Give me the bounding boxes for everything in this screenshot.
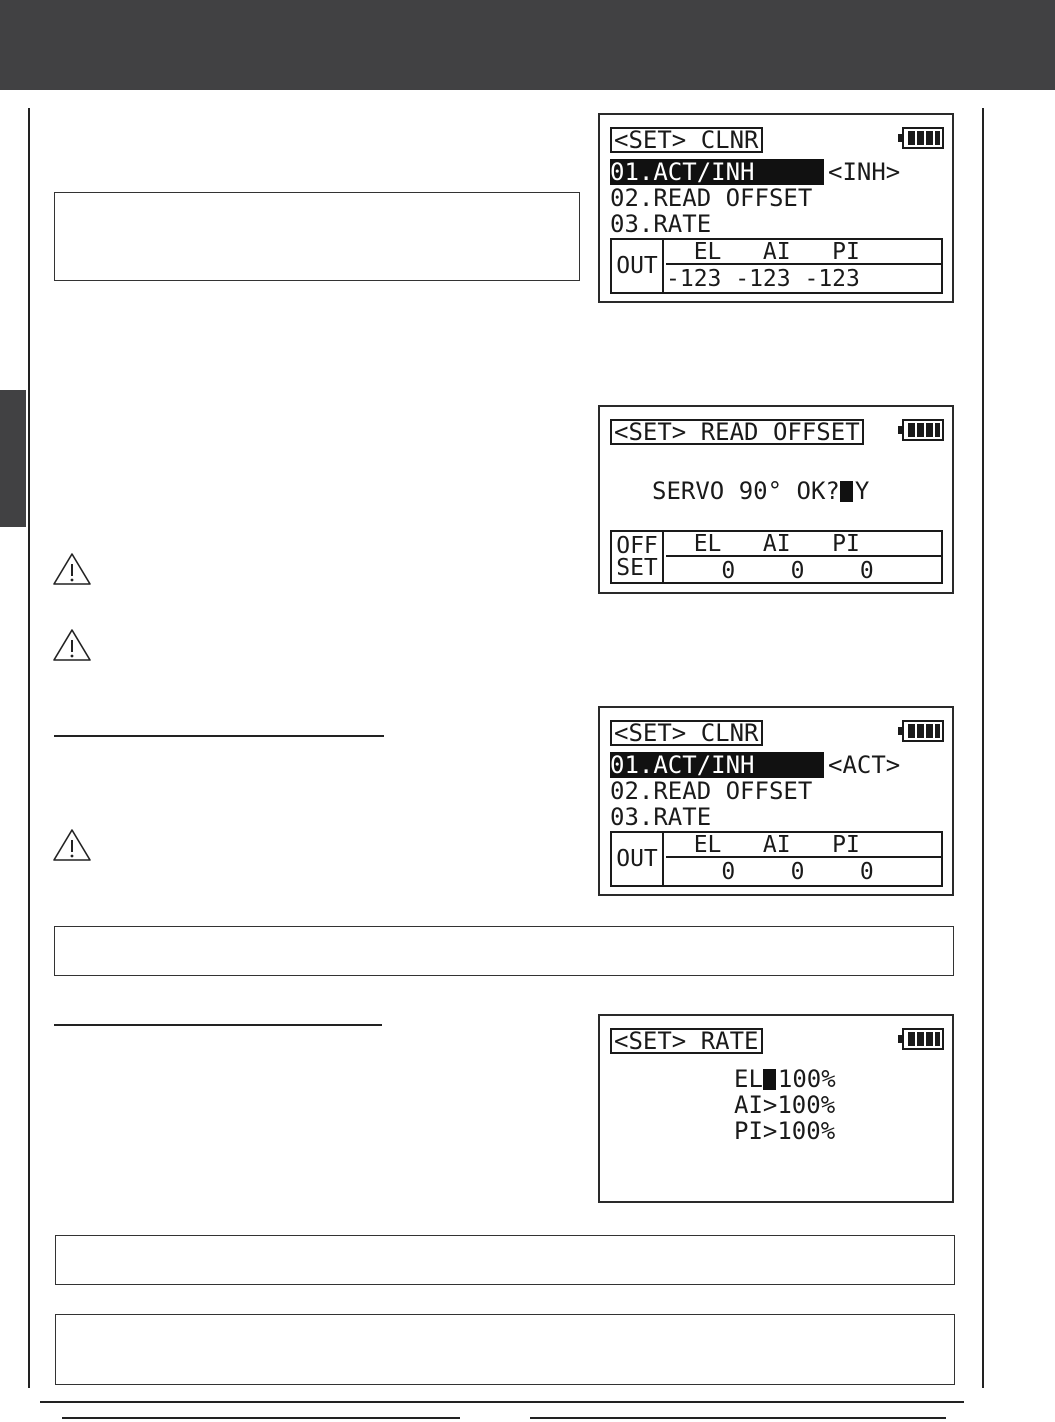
lcd-title: <SET> READ OFFSET <box>610 419 864 445</box>
servo-prompt-text: SERVO 90° OK? <box>652 477 840 505</box>
table-header: EL AI PI <box>666 833 941 858</box>
rate-el-value: 100% <box>777 1065 836 1093</box>
output-table <box>610 238 943 294</box>
table-values: -123 -123 -123 <box>666 266 860 292</box>
footer-line-left <box>62 1417 460 1419</box>
menu-item-read-offset: 02.READ OFFSET <box>610 777 813 805</box>
lcd-title: <SET> CLNR <box>610 127 763 153</box>
lcd-clnr-act <box>598 706 954 896</box>
warning-triangle-icon <box>52 628 92 662</box>
table-header: EL AI PI <box>666 532 941 557</box>
menu-item-read-offset: 02.READ OFFSET <box>610 184 813 212</box>
table-label: OUT <box>612 833 664 885</box>
rate-el-label: EL <box>734 1065 763 1093</box>
output-table <box>610 831 943 887</box>
menu-item-act-inh: 01.ACT/INH <box>610 752 824 778</box>
warning-triangle-icon <box>52 828 92 862</box>
warning-triangle-icon <box>52 552 92 586</box>
lcd-title: <SET> RATE <box>610 1028 763 1054</box>
note-box-1 <box>54 192 580 281</box>
act-inh-value: <INH> <box>828 158 901 186</box>
lcd-title: <SET> CLNR <box>610 720 763 746</box>
header-bar <box>0 0 1055 90</box>
right-margin-rule <box>982 108 984 1388</box>
left-margin-rule <box>28 108 30 1388</box>
table-label-top: OFF <box>616 533 658 559</box>
menu-item-rate: 03.RATE <box>610 803 712 831</box>
battery-icon <box>898 720 944 742</box>
lcd-rate <box>598 1014 954 1203</box>
battery-icon <box>898 1028 944 1050</box>
cursor-block <box>840 481 853 502</box>
note-box-2 <box>54 926 954 976</box>
table-values: 0 0 0 <box>666 859 874 885</box>
footer-line-right <box>530 1417 946 1419</box>
servo-prompt <box>652 478 869 504</box>
section-underline-2 <box>54 1024 382 1026</box>
lcd-read-offset <box>598 405 954 594</box>
servo-answer: Y <box>854 477 870 505</box>
cursor-block <box>763 1069 776 1090</box>
offset-table <box>610 530 943 584</box>
menu-item-rate: 03.RATE <box>610 210 712 238</box>
lcd-clnr-inh <box>598 113 954 303</box>
bottom-rule <box>40 1401 964 1403</box>
rate-row-ai: AI>100% <box>734 1091 836 1119</box>
note-box-4 <box>55 1314 955 1385</box>
menu-item-act-inh: 01.ACT/INH <box>610 159 824 185</box>
battery-icon <box>898 127 944 149</box>
note-box-3 <box>55 1235 955 1285</box>
table-label: OUT <box>612 240 664 292</box>
act-inh-value: <ACT> <box>828 751 901 779</box>
table-values: 0 0 0 <box>666 558 874 584</box>
table-label-bottom: SET <box>616 555 658 581</box>
chapter-side-tab <box>0 390 26 527</box>
table-header: EL AI PI <box>666 240 941 265</box>
battery-icon <box>898 419 944 441</box>
section-underline-1 <box>54 735 384 737</box>
rate-row-pi: PI>100% <box>734 1117 836 1145</box>
table-label <box>612 532 664 582</box>
rate-row-el <box>734 1066 836 1092</box>
